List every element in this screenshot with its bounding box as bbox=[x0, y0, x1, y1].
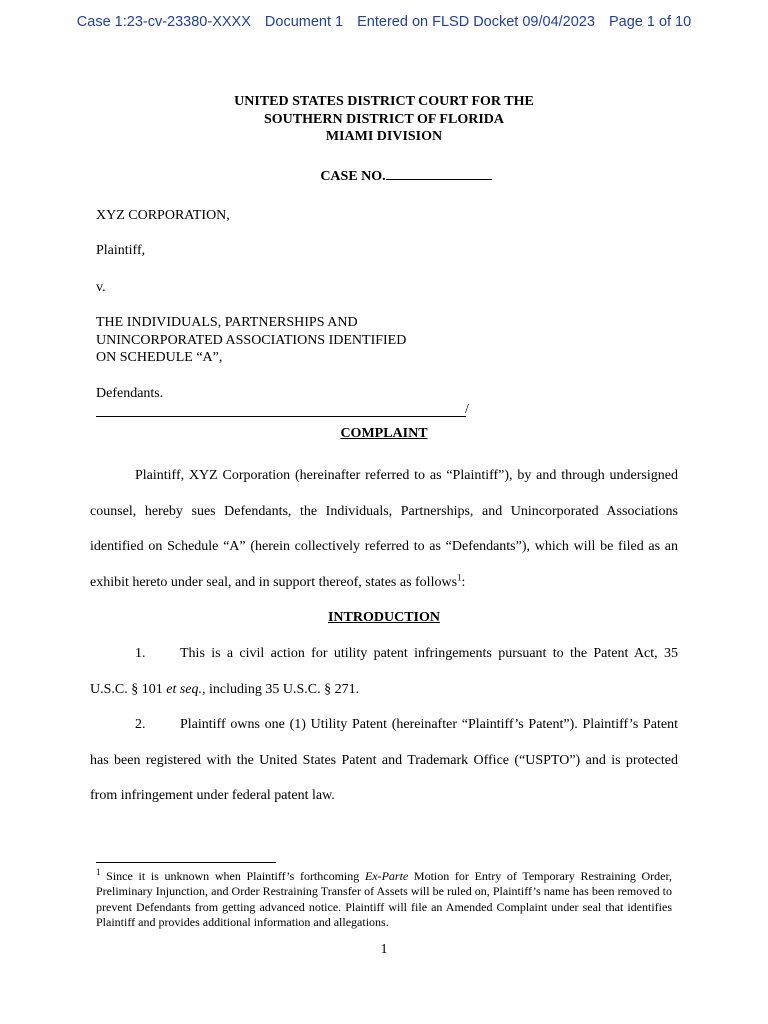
case-number-blank bbox=[386, 165, 492, 180]
plaintiff-name: XYZ CORPORATION, bbox=[96, 208, 230, 223]
court-name-line2: SOUTHERN DISTRICT OF FLORIDA bbox=[264, 111, 504, 127]
intro-paragraph-end: : bbox=[461, 574, 466, 590]
footnote-marker: 1 bbox=[96, 867, 101, 877]
court-name-line1: UNITED STATES DISTRICT COURT FOR THE bbox=[234, 94, 534, 109]
docket-document-number: Document 1 bbox=[264, 14, 344, 30]
case-number-label: CASE NO. bbox=[320, 169, 386, 184]
defendants-line2: UNINCORPORATED ASSOCIATIONS IDENTIFIED bbox=[96, 332, 407, 348]
paragraph-2-number: 2. bbox=[135, 717, 146, 732]
document-title: COMPLAINT bbox=[340, 426, 428, 441]
defendants-line3: ON SCHEDULE “A”, bbox=[96, 350, 223, 365]
section-heading-introduction: INTRODUCTION bbox=[327, 610, 440, 625]
footnote-reference: 1 bbox=[457, 571, 462, 582]
docket-page-count: Page 1 of 10 bbox=[608, 14, 692, 30]
paragraph-2 bbox=[90, 707, 678, 814]
paragraph-1-number: 1. bbox=[135, 646, 146, 661]
paragraph-1 bbox=[90, 636, 678, 707]
footnote-separator bbox=[96, 862, 276, 863]
footnote-text-end: Motion for Entry of Temporary Restraining Order, Preliminary Injunction, and Order Restraining Transfer of Assets will be ruled on, Plaintiff’s name has been removed to prevent Defendants from getting advanced notice. Plaintiff will file an Amended Complaint under seal that identifies Plaintiff and provides additional information and allegations. bbox=[96, 869, 672, 929]
footnote bbox=[96, 869, 672, 930]
court-division: MIAMI DIVISION bbox=[325, 129, 443, 144]
defendants-description bbox=[96, 314, 406, 367]
docket-case-number: Case 1:23-cv-23380-XXXX bbox=[76, 14, 251, 30]
defendants-line1: THE INDIVIDUALS, PARTNERSHIPS AND bbox=[96, 315, 358, 330]
intro-paragraph bbox=[90, 458, 678, 600]
caption-separator-line bbox=[96, 416, 466, 417]
court-heading bbox=[0, 93, 768, 146]
paragraph-1-italic: et seq., bbox=[166, 681, 206, 697]
versus: v. bbox=[96, 280, 106, 295]
caption-slash: / bbox=[465, 402, 469, 417]
paragraph-1-text-end: including 35 U.S.C. § 271. bbox=[205, 681, 360, 697]
paragraph-2-text: Plaintiff owns one (1) Utility Patent (hereinafter “Plaintiff’s Patent”). Plaintiff’s Patent has been registered with the United States Patent and Trademark Office (“USPTO”) and is protected from infringement under federal patent law. bbox=[90, 717, 678, 803]
footnote-text: Since it is unknown when Plaintiff’s forthcoming bbox=[100, 869, 365, 883]
page-number: 1 bbox=[380, 942, 388, 957]
docket-header bbox=[0, 14, 768, 30]
defendants-role: Defendants. bbox=[96, 386, 164, 401]
docket-entered-date: Entered on FLSD Docket 09/04/2023 bbox=[357, 14, 595, 30]
intro-paragraph-text: Plaintiff, XYZ Corporation (hereinafter referred to as “Plaintiff”), by and through undersigned counsel, hereby sues Defendants, the Individuals, Partnerships, and Unincorporated Associations identified on Schedule “A” (herein collectively referred to as “Defendants”), which will be filed as an exhibit hereto under seal, and in support thereof, states as follows bbox=[90, 468, 678, 590]
paragraph-1-text: This is a civil action for utility patent infringements pursuant to the Patent Act, 35 U.S.C. § 101 bbox=[90, 646, 678, 697]
case-number-line bbox=[0, 165, 768, 185]
plaintiff-role: Plaintiff, bbox=[96, 243, 146, 258]
footnote-italic: Ex-Parte bbox=[364, 869, 409, 883]
